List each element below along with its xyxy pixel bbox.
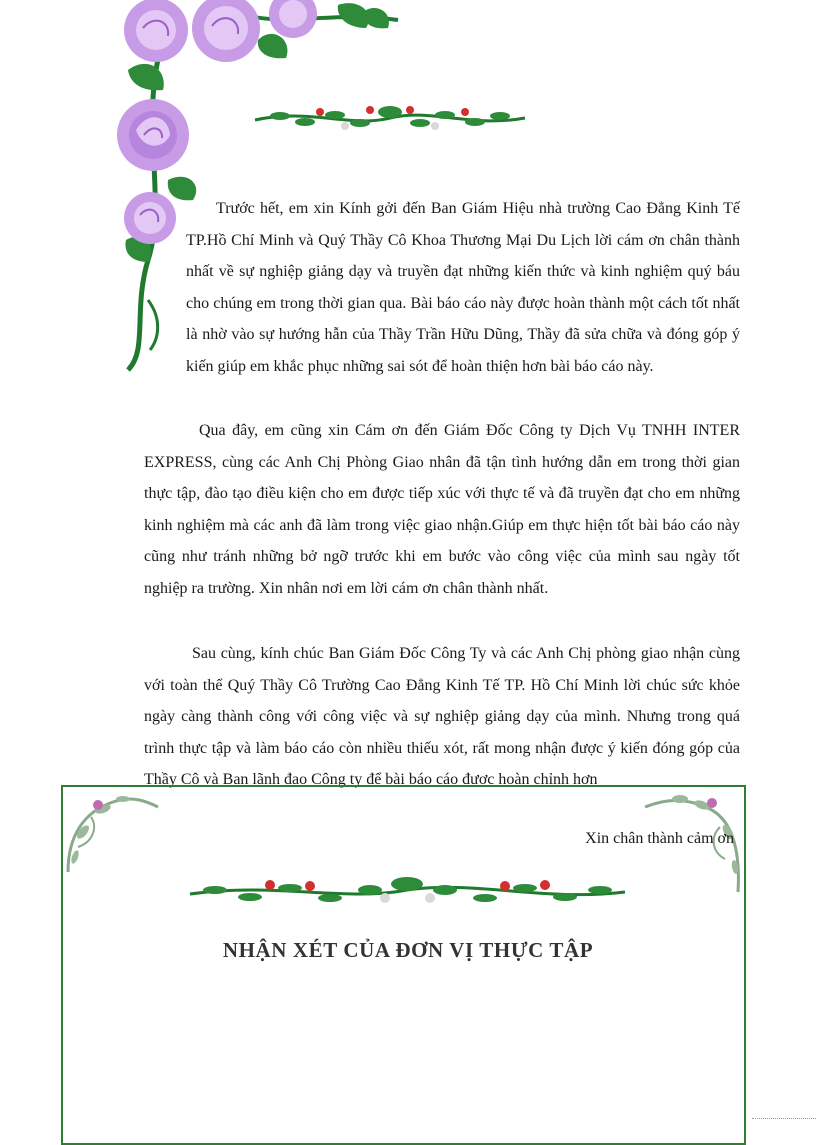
letter-paragraph-1: Trước hết, em xin Kính gởi đến Ban Giám Hiệu nhà trường Cao Đẳng Kinh Tế TP.Hồ Chí Minh và Quý Thầy Cô Khoa Thương Mại Du Lịch lời cám ơn chân thành nhất về sự nghiệp giảng dạy và truyền đạt những kiến thức và kinh nghiệm quý báu cho chúng em trong thời gian qua. Bài báo cáo này được hoàn thành một cách tốt nhất là nhờ vào sự hướng hẫn của Thầy Trần Hữu Dũng, Thầy đã sửa chữa và đóng góp ý kiến giúp em khắc phục những sai sót để hoàn thiện hơn bài báo cáo này. xyxy=(186,200,740,375)
bottom-garland-divider xyxy=(185,872,630,912)
letter-paragraph-2: Qua đây, em cũng xin Cám ơn đến Giám Đốc Công ty Dịch Vụ TNHH INTER EXPRESS, cùng các Anh Chị Phòng Giao nhân đã tận tình hướng dẫn em trong thời gian thực tập, đào tạo điều kiện cho em được tiếp xúc với thực tế và đã truyền đạt cho em những kinh nghiệm mà các anh đã làm trong việc giao nhận.Giúp em thực hiện tốt bài báo cáo này cũng như tránh những bở ngỡ trước khi em bước vào công việc của mình sau ngày tốt nghiệp ra trường. Xin nhân nơi em lời cám ơn chân thành nhất. xyxy=(144,422,740,597)
bottom-dotted-line xyxy=(752,1118,816,1119)
top-garland-divider xyxy=(250,98,530,138)
frame-corner-flourish-left xyxy=(63,787,163,877)
evaluation-title: NHẬN XÉT CỦA ĐƠN VỊ THỰC TẬP xyxy=(222,938,594,962)
letter-paragraph-3: Sau cùng, kính chúc Ban Giám Đốc Công Ty và các Anh Chị phòng giao nhận cùng với toàn thể Quý Thầy Cô Trường Cao Đẳng Kinh Tế TP. Hồ Chí Minh lời chúc sức khỏe ngày càng thành công với công việc và sự nghiệp giảng dạy của mình. Nhưng trong quá trình thực tập và làm báo cáo còn nhiều thiếu xót, rất mong nhận được ý kiến đóng góp của Thầy Cô và Ban lãnh đạo Công ty để bài báo cáo được hoàn chỉnh hơn xyxy=(144,645,740,788)
closing-thanks: Xin chân thành cảm ơn xyxy=(585,830,734,847)
